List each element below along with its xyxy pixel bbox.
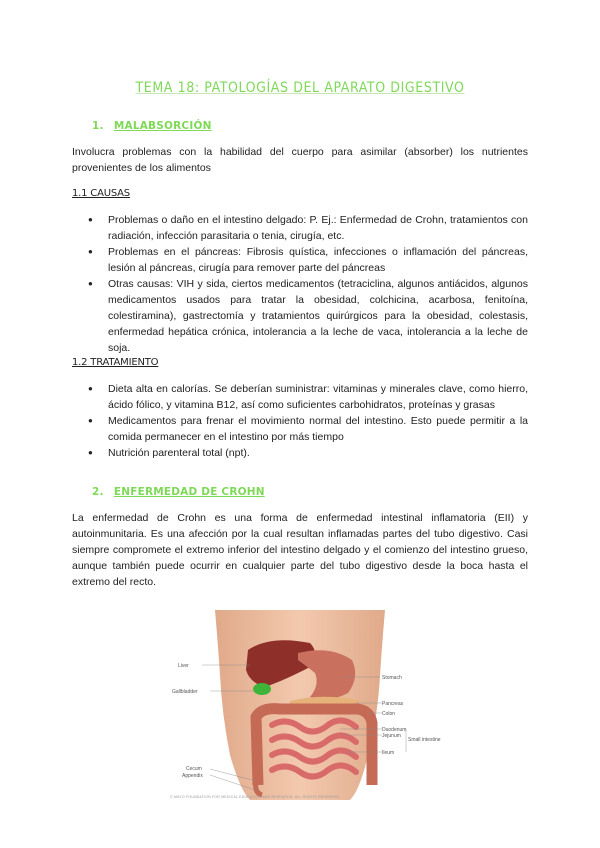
tratamiento-list: [72, 381, 528, 461]
figure-caption: © MAYO FOUNDATION FOR MEDICAL EDUCATION AND RESEARCH. ALL RIGHTS RESERVED.: [170, 795, 341, 799]
list-item: ● Dieta alta en calorías. Se deberían suministrar: vitaminas y minerales clave, como hierro, ácido fólico, y vitamina B12, así como suficientes carbohidratos, proteínas y grasas: [72, 381, 528, 413]
causas-list: [72, 212, 528, 356]
label-jejunum: Jejunum: [382, 733, 401, 739]
section-heading-malabsorcion: [92, 120, 212, 132]
section-number: 1.: [92, 120, 104, 132]
list-item: ● Problemas en el páncreas: Fibrosis quística, infecciones o inflamación del páncreas, lesión al páncreas, cirugía para remover parte del páncreas: [72, 244, 528, 276]
section-label: ENFERMEDAD DE CROHN: [113, 486, 265, 498]
label-liver: Liver: [178, 663, 189, 669]
label-pancreas: Pancreas: [382, 701, 404, 707]
label-gallbladder: Gallbladder: [172, 689, 198, 695]
list-item: ● Problemas o daño en el intestino delgado: P. Ej.: Enfermedad de Crohn, tratamientos con radiación, infección parasitaria o tenia, cirugía, etc.: [72, 212, 528, 244]
list-item: ● Nutrición parenteral total (npt).: [72, 445, 528, 461]
malabsorcion-intro: Involucra problemas con la habilidad del cuerpo para asimilar (absorber) los nutrientes provenientes de los alimentos: [72, 146, 528, 174]
label-duodenum: Duodenum: [382, 727, 407, 733]
label-appendix: Appendix: [182, 773, 203, 779]
crohn-body: La enfermedad de Crohn es una forma de enfermedad intestinal inflamatoria (EII) y autoinmunitaria. Es una afección por la cual resultan inflamadas partes del tubo digestivo. Casi siempre compromete el extremo inferior del intestino delgado y el comienzo del intestino grueso, aunque también puede ocurrir en cualquier parte del tubo digestivo desde la boca hasta el extremo del recto.: [72, 512, 528, 588]
gallbladder-shape: [253, 683, 271, 695]
section-heading-crohn: [92, 486, 265, 498]
subsection-heading-causas: 1.1 CAUSAS: [72, 188, 130, 199]
page-title: TEMA 18: PATOLOGÍAS DEL APARATO DIGESTIVO: [135, 80, 465, 96]
label-stomach: Stomach: [382, 675, 402, 681]
list-item: ● Medicamentos para frenar el movimiento normal del intestino. Esto puede permitir a la comida permanecer en el intestino por más tiempo: [72, 413, 528, 445]
list-item: ● Otras causas: VIH y sida, ciertos medicamentos (tetraciclina, algunos antiácidos, algunos medicamentos usados para tratar la obesidad, colchicina, acarbosa, fenitoína, colestiramina), gastrectomía y tratamientos quirúrgicos para la obesidad, colestasis, enfermedad hepática crónica, intolerancia a la leche de vaca, intolerancia a la leche de soja.: [72, 276, 528, 356]
label-colon: Colon: [382, 711, 396, 717]
subsection-heading-tratamiento: 1.2 TRATAMIENTO: [72, 357, 159, 368]
label-small-intestine: Small intestine: [408, 737, 441, 743]
label-cecum: Cecum: [186, 766, 202, 772]
digestive-system-illustration: [170, 605, 441, 805]
section-label: MALABSORCIÓN: [113, 120, 212, 132]
label-ileum: Ileum: [382, 750, 395, 756]
section-number: 2.: [92, 486, 104, 498]
